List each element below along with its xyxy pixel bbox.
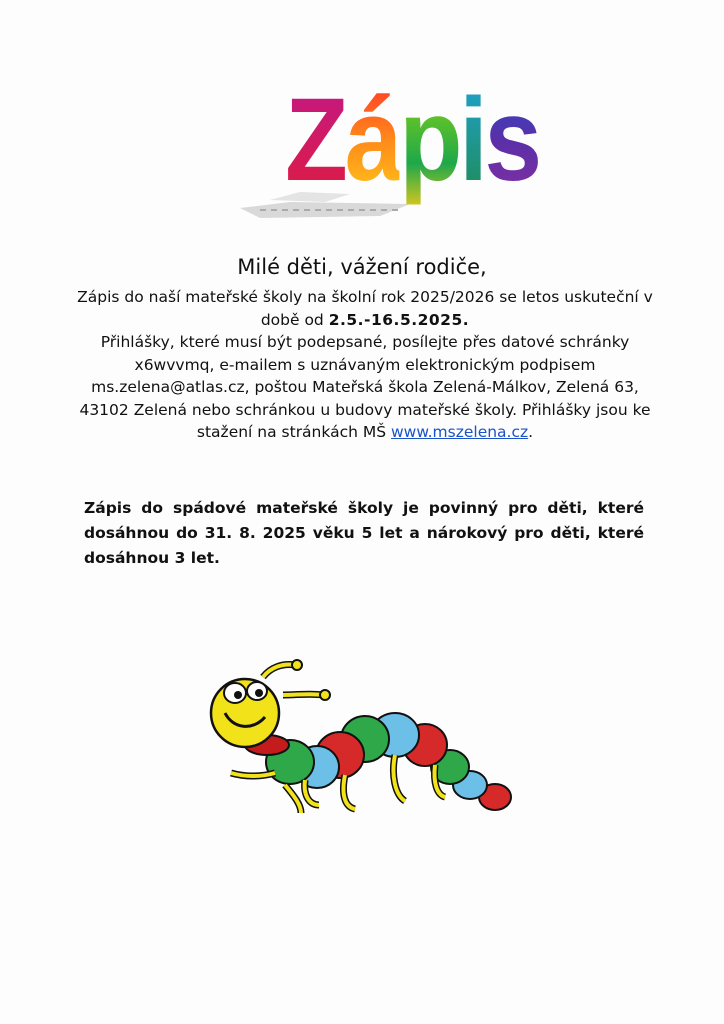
- title-letter: p: [399, 70, 459, 210]
- intro-paragraph: [70, 286, 660, 444]
- caterpillar-illustration: [205, 655, 515, 825]
- title-zapis: [285, 70, 539, 210]
- intro-end: .: [528, 423, 534, 441]
- notice-paragraph: Zápis do spádové mateřské školy je povinný pro děti, které dosáhnou do 31. 8. 2025 věku 5 let a nárokový pro děti, které dosáhnou 3 let.: [84, 499, 644, 567]
- title-block: [230, 70, 539, 245]
- title-letter: á: [345, 70, 399, 210]
- greeting: Milé děti, vážení rodiče,: [237, 255, 487, 279]
- title-letter: i: [459, 70, 484, 210]
- title-letter: Z: [285, 70, 345, 210]
- intro-text-1: Zápis do naší mateřské školy na školní rok 2025/2026 se letos uskuteční v době od: [77, 288, 653, 329]
- title-letter: s: [484, 70, 538, 210]
- intro-text-2: Přihlášky, které musí být podepsané, posílejte přes datové schránky x6wvvmq, e-mailem s uznávaným elektronickým podpisem ms.zelena@atlas.cz, poštou Mateřská škola Zelená-Málkov, Zelená 63, 43102 Zelená nebo schránkou u budovy mateřské školy. Přihlášky jsou ke stažení na stránkách MŠ: [79, 333, 651, 441]
- website-link[interactable]: www.mszelena.cz: [391, 423, 529, 441]
- intro-dates: 2.5.-16.5.2025.: [328, 310, 470, 329]
